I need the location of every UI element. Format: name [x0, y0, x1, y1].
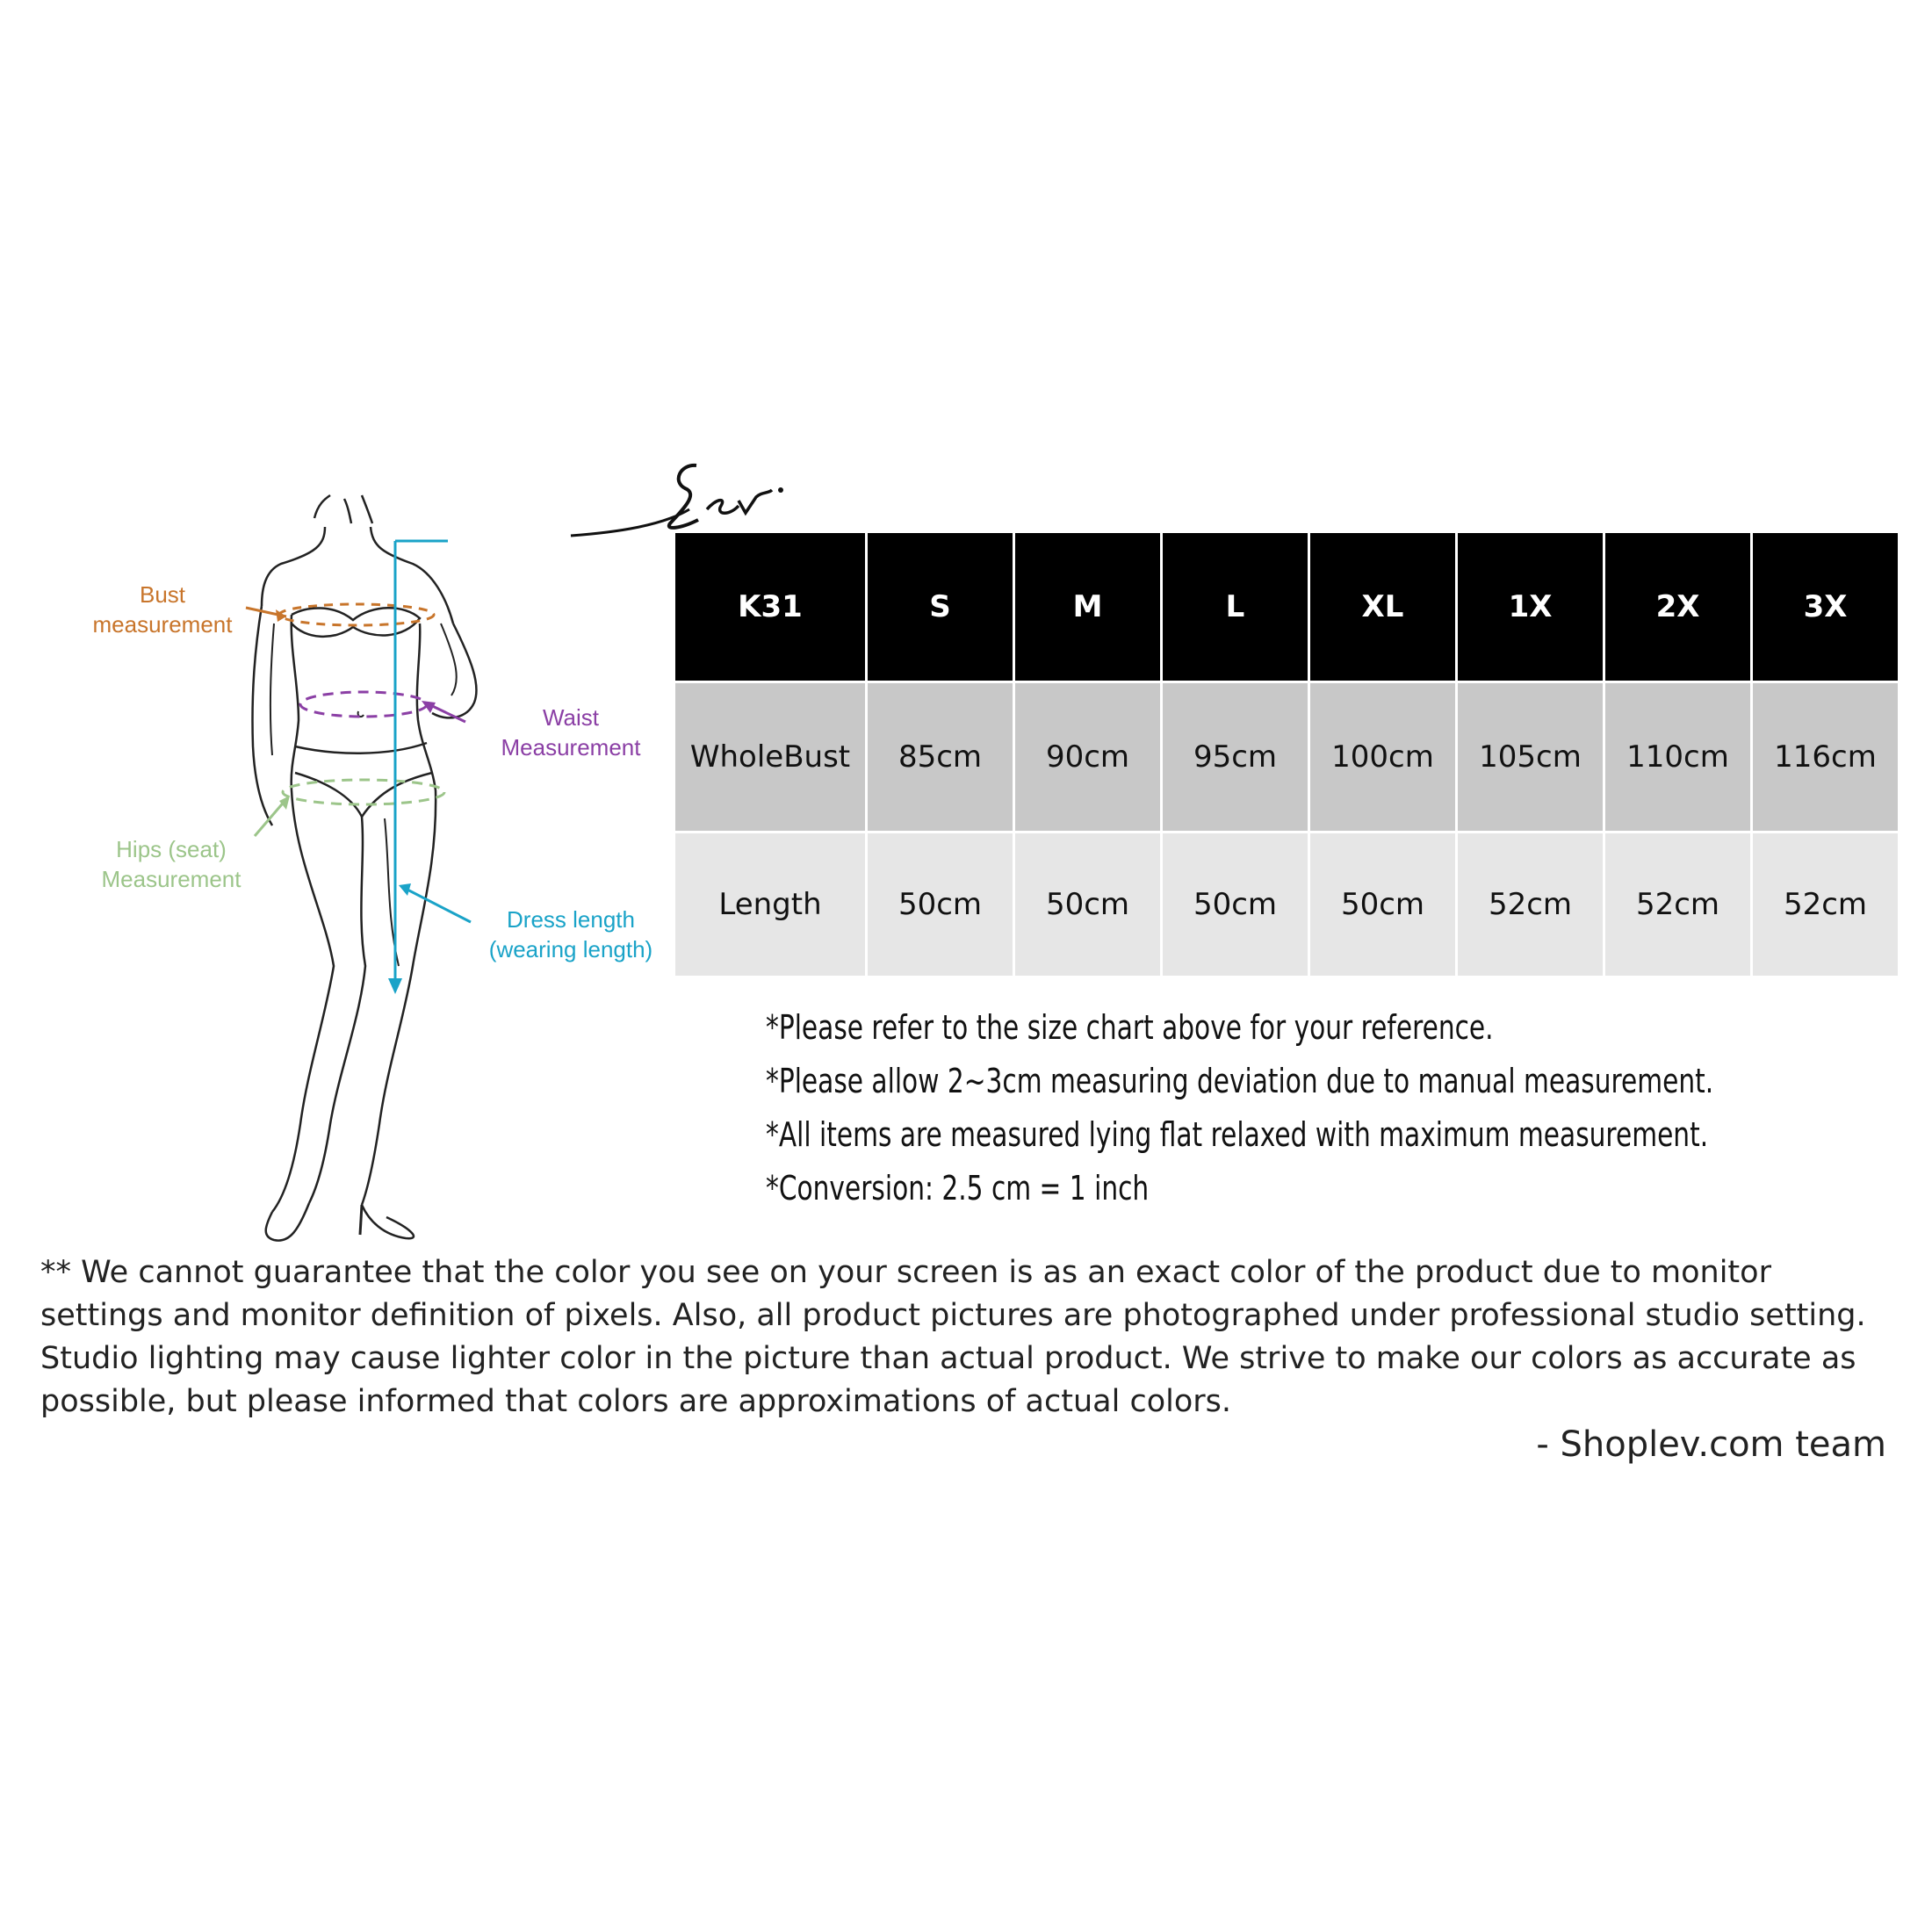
table-cell: 95cm — [1163, 683, 1308, 831]
dress-label-line1: Dress length — [507, 906, 635, 933]
bust-label-line1: Bust — [139, 581, 186, 608]
color-disclaimer: ** We cannot guarantee that the color you see on your screen is as an exact color of the product due to monitor settings and monitor definition of pixels. Also, all product pictures are photographed under professional studio setting. Studio lighting may cause lighter color in the picture than actual product. We strive to make our colors as accurate as possible, but please informed that colors are approximations of actual colors. — [40, 1255, 1866, 1419]
header-cell-size: S — [868, 533, 1013, 681]
table-cell: 100cm — [1310, 683, 1455, 831]
table-cell: 50cm — [868, 833, 1013, 976]
table-cell: 85cm — [868, 683, 1013, 831]
table-row-wholebust — [675, 683, 1898, 831]
table-cell: 50cm — [1310, 833, 1455, 976]
table-cell: 50cm — [1163, 833, 1308, 976]
header-cell-model: K31 — [675, 533, 865, 681]
note-line: *Conversion: 2.5 cm = 1 inch — [766, 1169, 1150, 1208]
size-chart-table — [673, 530, 1900, 978]
bust-label-line2: measurement — [92, 611, 233, 638]
note-line: *Please refer to the size chart above for your reference. — [766, 1008, 1494, 1047]
header-cell-size: 3X — [1753, 533, 1898, 681]
dress-length-label — [457, 905, 685, 964]
bust-measurement-label — [44, 580, 281, 639]
table-cell: 90cm — [1015, 683, 1160, 831]
table-row-length — [675, 833, 1898, 976]
waist-label-line1: Waist — [542, 704, 600, 731]
waist-measurement-label — [461, 703, 681, 762]
header-cell-size: M — [1015, 533, 1160, 681]
dress-label-line2: (wearing length) — [488, 936, 653, 962]
table-cell: 52cm — [1605, 833, 1750, 976]
header-cell-size: 1X — [1458, 533, 1603, 681]
table-cell: 50cm — [1015, 833, 1160, 976]
row-label-cell: Length — [675, 833, 865, 976]
row-label-cell: WholeBust — [675, 683, 865, 831]
team-signature: - Shoplev.com team — [1536, 1424, 1886, 1465]
size-chart-header-row — [675, 533, 1898, 681]
waist-label-line2: Measurement — [501, 734, 641, 761]
hips-label-line1: Hips (seat) — [116, 836, 227, 862]
header-cell-size: L — [1163, 533, 1308, 681]
note-line: *All items are measured lying flat relaxed with maximum measurement. — [766, 1115, 1709, 1154]
measurement-figure — [35, 492, 685, 1247]
table-cell: 110cm — [1605, 683, 1750, 831]
size-notes — [766, 1001, 1855, 1215]
table-cell: 52cm — [1753, 833, 1898, 976]
hips-label-line2: Measurement — [101, 866, 242, 892]
note-line: *Please allow 2~3cm measuring deviation due to manual measurement. — [766, 1062, 1714, 1100]
hips-measurement-label — [70, 834, 272, 894]
header-cell-size: XL — [1310, 533, 1455, 681]
table-cell: 105cm — [1458, 683, 1603, 831]
header-cell-size: 2X — [1605, 533, 1750, 681]
table-cell: 116cm — [1753, 683, 1898, 831]
table-cell: 52cm — [1458, 833, 1603, 976]
